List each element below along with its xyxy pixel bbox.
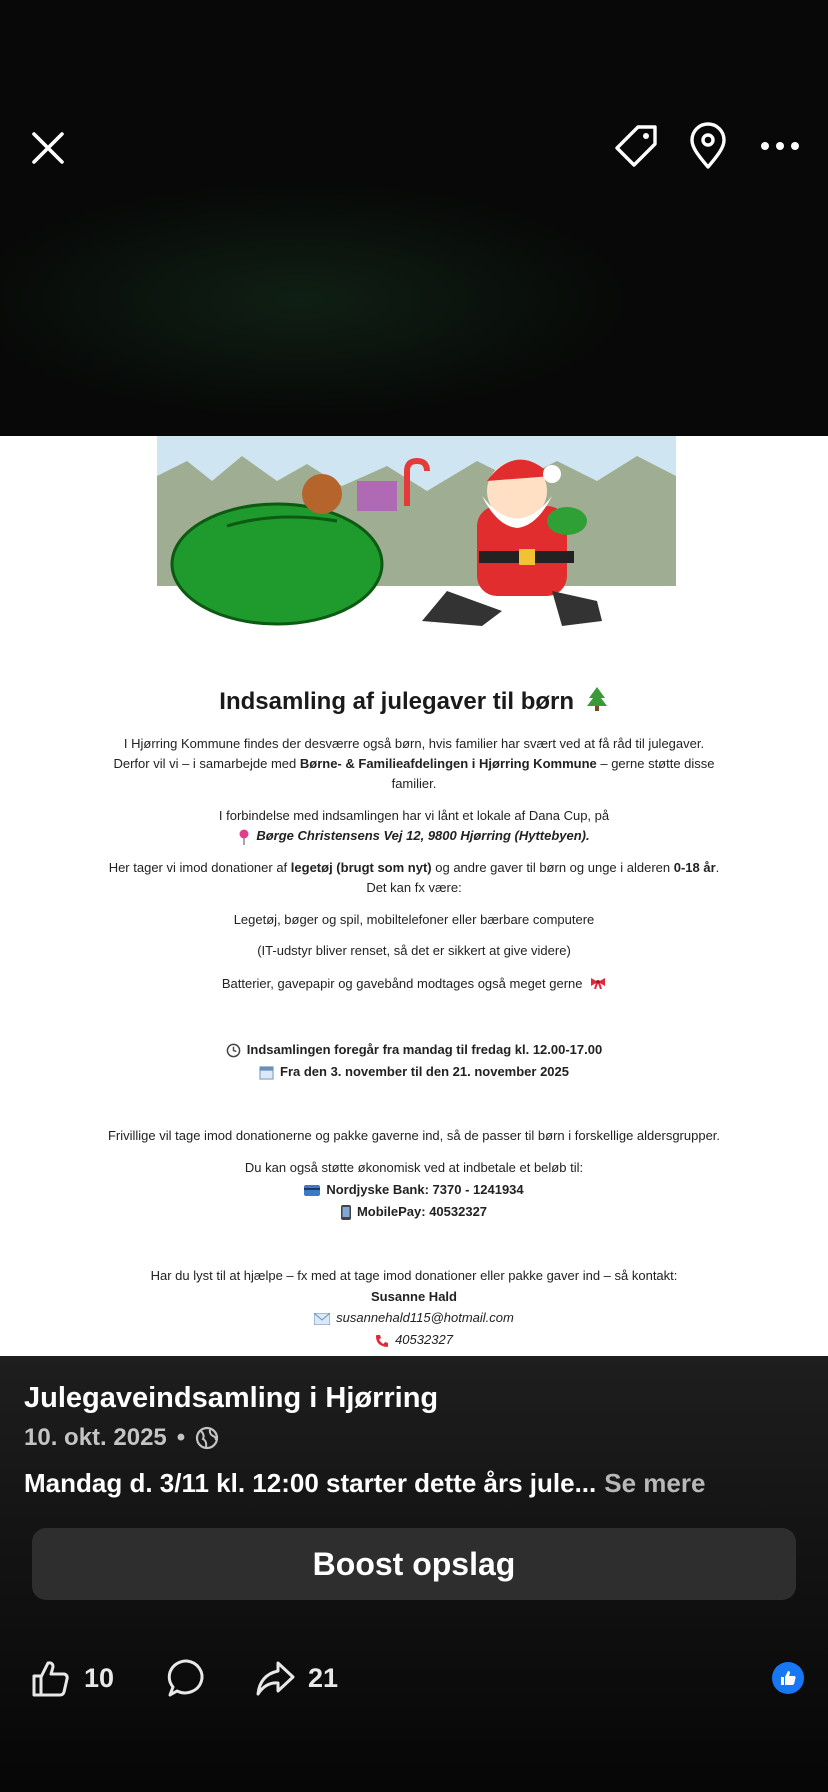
items-line-3 xyxy=(60,974,768,994)
tag-icon xyxy=(613,123,659,169)
dates-line xyxy=(60,1062,768,1082)
close-icon xyxy=(30,130,66,166)
hours-text: Indsamlingen foregår fra mandag til fredag kl. 12.00-17.00 xyxy=(246,1042,603,1057)
post-details-panel xyxy=(0,1356,828,1792)
christmas-tree-icon xyxy=(585,686,609,712)
contact-name: Susanne Hald xyxy=(371,1289,457,1304)
intro-line-3: familier. xyxy=(391,776,437,791)
intro-line-2 xyxy=(60,754,768,774)
accept-text-d: 0-18 år xyxy=(673,860,716,875)
accept-text-a: Her tager vi imod donationer af xyxy=(108,860,291,875)
post-date-row xyxy=(24,1424,219,1452)
poster-image[interactable] xyxy=(0,436,828,1356)
pin-emoji-icon xyxy=(238,829,250,845)
dates-text: Fra den 3. november til den 21. november 2025 xyxy=(280,1064,569,1079)
comment-button[interactable] xyxy=(166,1648,220,1708)
credit-card-icon xyxy=(304,1185,320,1196)
like-count: 10 xyxy=(84,1662,115,1693)
close-button[interactable] xyxy=(22,122,74,174)
accept-text-b: legetøj (brugt som nyt) xyxy=(290,860,432,875)
poster-title-text: Indsamling af julegaver til børn xyxy=(219,688,575,715)
clock-icon xyxy=(226,1043,241,1058)
intro-text-a: Derfor vil vi – i samarbejde med xyxy=(113,756,300,771)
accept-line-1 xyxy=(40,858,788,878)
ribbon-bow-icon xyxy=(590,977,606,989)
thumbs-up-icon xyxy=(30,1657,72,1699)
phone-icon xyxy=(375,1334,389,1348)
boost-post-button[interactable]: Boost opslag xyxy=(32,1528,796,1600)
bank-text: Nordjyske Bank: 7370 - 1241934 xyxy=(326,1182,524,1197)
post-title[interactable]: Julegaveindsamling i Hjørring xyxy=(24,1382,439,1414)
items-line-2: (IT-udstyr bliver renset, så det er sikkert at give videre) xyxy=(257,943,571,958)
mobilepay-text: MobilePay: 40532327 xyxy=(356,1204,488,1219)
post-text: Mandag d. 3/11 kl. 12:00 starter dette års jule... xyxy=(24,1468,597,1498)
santa-banner-illustration xyxy=(157,436,676,641)
items-line-1: Legetøj, bøger og spil, mobiltelefoner eller bærbare computere xyxy=(233,912,595,927)
venue-line-1: I forbindelse med indsamlingen har vi lånt et lokale af Dana Cup, på xyxy=(218,808,610,823)
photo-top-background xyxy=(0,0,828,436)
support-line: Du kan også støtte økonomisk ved at indbetale et beløb til: xyxy=(244,1160,584,1175)
location-pin-icon xyxy=(688,122,728,170)
contact-email-line xyxy=(60,1308,768,1328)
contact-phone: 40532327 xyxy=(395,1332,453,1347)
intro-text-b: Børne- & Familieafdelingen i Hjørring Kommune xyxy=(299,756,597,771)
like-reaction-badge[interactable] xyxy=(772,1662,804,1694)
like-button[interactable] xyxy=(30,1648,114,1708)
post-actions-bar xyxy=(0,1648,828,1708)
bank-line xyxy=(60,1180,768,1200)
share-button[interactable] xyxy=(254,1648,338,1708)
share-count: 21 xyxy=(308,1662,339,1693)
viewer-top-bar xyxy=(0,110,828,180)
calendar-icon xyxy=(259,1065,274,1080)
tag-button[interactable] xyxy=(608,118,664,174)
accept-text-c: og andre gaver til børn og unge i alderen xyxy=(431,860,674,875)
venue-address: Børge Christensens Vej 12, 9800 Hjørring (Hyttebyen). xyxy=(256,828,590,843)
separator-dot: • xyxy=(176,1424,186,1451)
venue-line-2 xyxy=(60,826,768,846)
more-options-icon xyxy=(760,141,800,151)
like-reaction-icon xyxy=(779,1669,797,1687)
accept-text-e: . xyxy=(715,860,720,875)
items-text-3: Batterier, gavepapir og gavebånd modtages også meget gerne xyxy=(221,976,583,991)
hours-line xyxy=(60,1040,768,1060)
more-options-button[interactable] xyxy=(752,118,808,174)
intro-line-1: I Hjørring Kommune findes der desværre også børn, hvis familier har svært ved at få råd til julegaver. xyxy=(123,736,705,751)
share-icon xyxy=(254,1657,296,1699)
location-button[interactable] xyxy=(680,118,736,174)
accept-line-2: Det kan fx være: xyxy=(366,880,462,895)
intro-text-c: – gerne støtte disse xyxy=(596,756,715,771)
email-icon xyxy=(314,1313,330,1325)
contact-phone-line xyxy=(60,1330,768,1350)
see-more-link[interactable]: Se mere xyxy=(604,1468,706,1498)
post-date[interactable]: 10. okt. 2025 xyxy=(24,1424,167,1451)
contact-email: susannehald115@hotmail.com xyxy=(336,1310,514,1325)
contact-line: Har du lyst til at hjælpe – fx med at tage imod donationer eller pakke gaver ind – så kontakt: xyxy=(150,1268,678,1283)
comment-icon xyxy=(166,1657,208,1699)
mobilepay-line xyxy=(60,1202,768,1222)
poster-title xyxy=(0,686,828,716)
globe-icon[interactable] xyxy=(195,1426,219,1450)
post-text-row xyxy=(24,1468,804,1499)
volunteers-line: Frivillige vil tage imod donationerne og pakke gaverne ind, så de passer til børn i forskellige aldersgrupper. xyxy=(107,1128,721,1143)
mobile-phone-icon xyxy=(341,1205,351,1220)
